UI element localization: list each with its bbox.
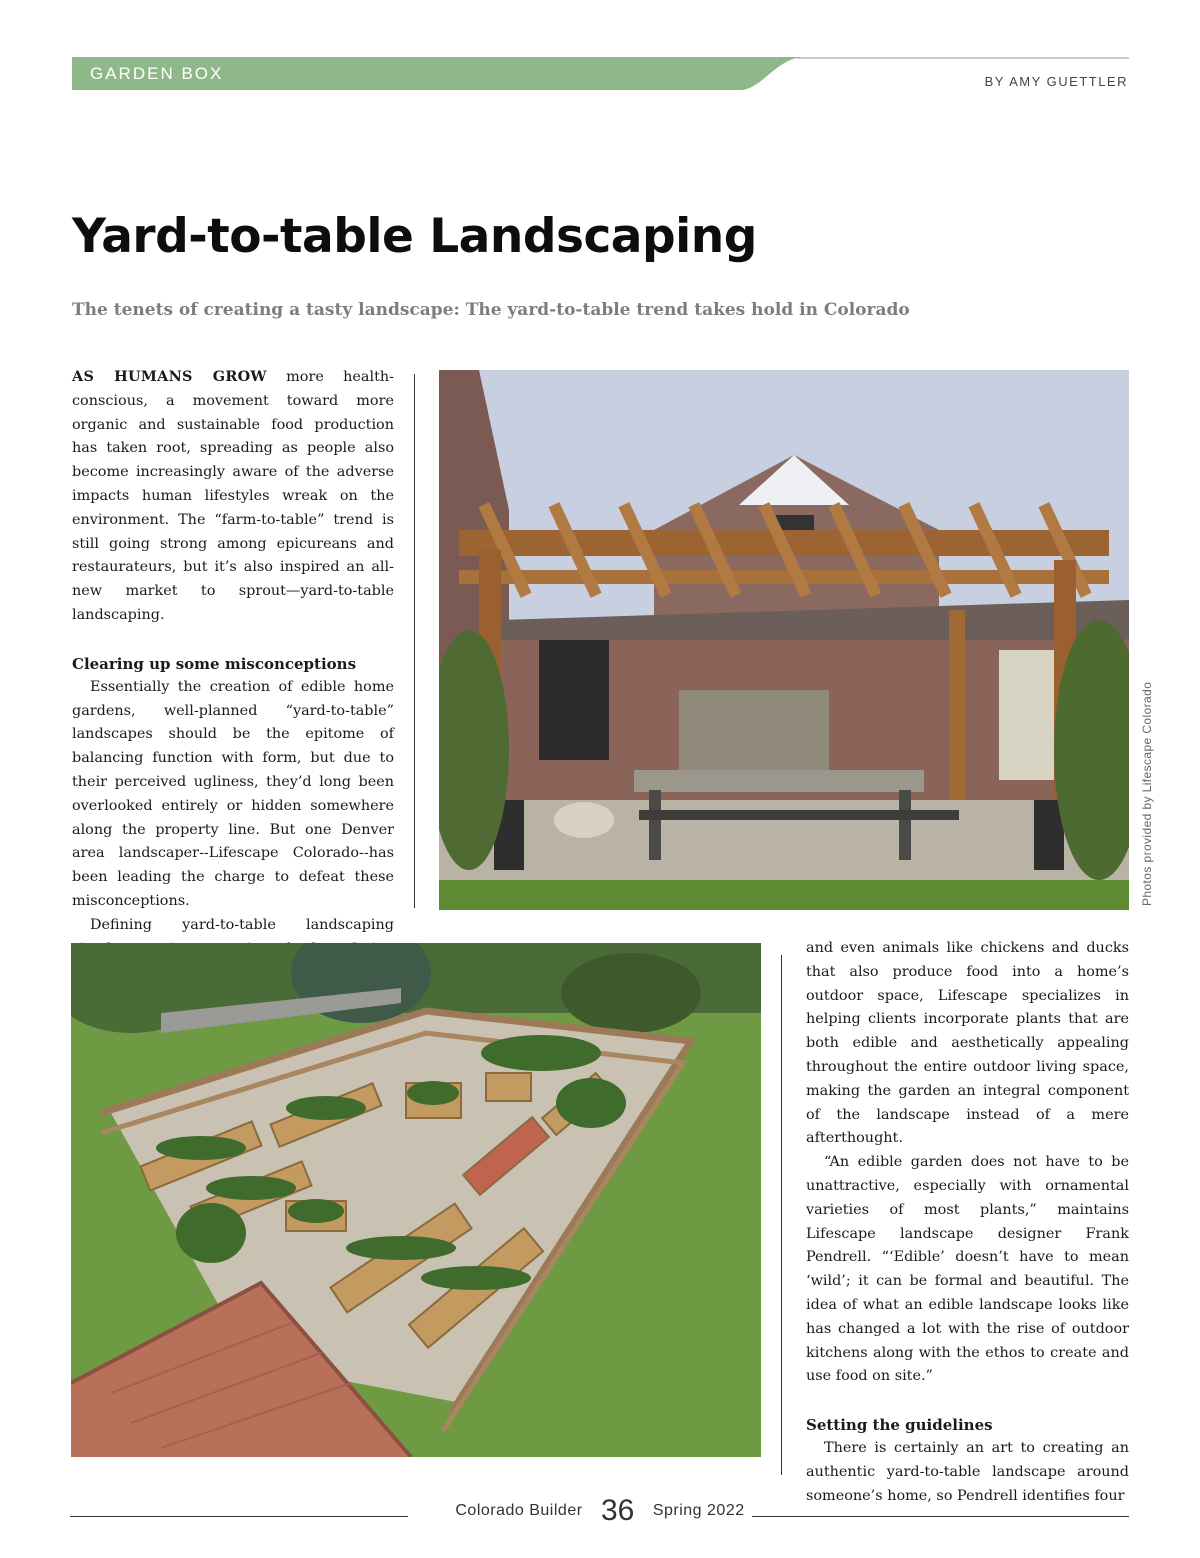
section-label: GARDEN BOX xyxy=(90,64,224,83)
text-column-left xyxy=(72,365,394,985)
page-number: 36 xyxy=(601,1494,635,1527)
section-header-band xyxy=(72,57,1129,90)
paragraph: There is certainly an art to creating an authentic yard-to-table landscape around someone’s home, so Pendrell identifies four xyxy=(806,1440,1129,1504)
paragraph xyxy=(72,365,394,628)
paragraph: Defining yard-to-table landscaping xyxy=(90,916,394,933)
article-deck: The tenets of creating a tasty landscape: The yard-to-table trend takes hold in Colorado xyxy=(72,300,910,320)
photo-credit: Photos provided by Lifescape Colorado xyxy=(1140,681,1154,906)
publication-name: Colorado Builder xyxy=(455,1502,583,1519)
paragraph: and even animals like chickens and ducks that also produce food into a home’s outdoor space, Lifescape specializes in helping clients incorporate plants that are both edible and aesthetically appealing throughout the entire outdoor living space, making the garden an integral component of the landscape instead of a mere afterthought. xyxy=(806,940,1129,1147)
subhead: Clearing up some misconceptions xyxy=(72,654,357,673)
issue-date: Spring 2022 xyxy=(652,1502,745,1519)
byline: BY AMY GUETTLER xyxy=(984,74,1128,89)
page-footer xyxy=(0,1494,1200,1528)
subhead: Setting the guidelines xyxy=(806,1416,993,1435)
text-column-right xyxy=(806,937,1129,1509)
paragraph: “An edible garden does not have to be unattractive, especially with ornamental varieties of most plants,” maintains Lifescape landscape designer Frank Pendrell. “‘Edible’ doesn’t have to mean ‘wild’; it can be formal and beautiful. The idea of what an edible landscape looks like has changed a lot with the rise of outdoor kitchens along with the ethos to create and use food on site.” xyxy=(806,1154,1129,1385)
paragraph-text: more health-conscious, a movement toward more organic and sustainable food production has taken root, spreading as people also become increasingly aware of the adverse impacts human lifestyles wreak on the environment. The “farm-to-table” trend is still going strong among epicureans and restaurateurs, but it’s also inspired an all-new market to sprout—yard-to-table landscaping. xyxy=(72,369,394,623)
pergola-patio-photo xyxy=(439,370,1129,910)
article-title: Yard-to-table Landscaping xyxy=(72,209,757,264)
paragraph: Essentially the creation of edible home gardens, well-planned “yard-to-table” landscapes should be the epitome of balancing function with form, but due to their perceived ugliness, they’d long been overlooked entirely or hidden somewhere along the property line. But one Denver area landscaper--Lifescape Colorado--has been leading the charge to defeat these misconceptions. xyxy=(72,678,394,909)
column-rule xyxy=(414,374,415,908)
raised-garden-beds-photo xyxy=(71,943,761,1457)
lead-in: AS HUMANS GROW xyxy=(72,368,267,385)
column-rule xyxy=(781,955,782,1475)
